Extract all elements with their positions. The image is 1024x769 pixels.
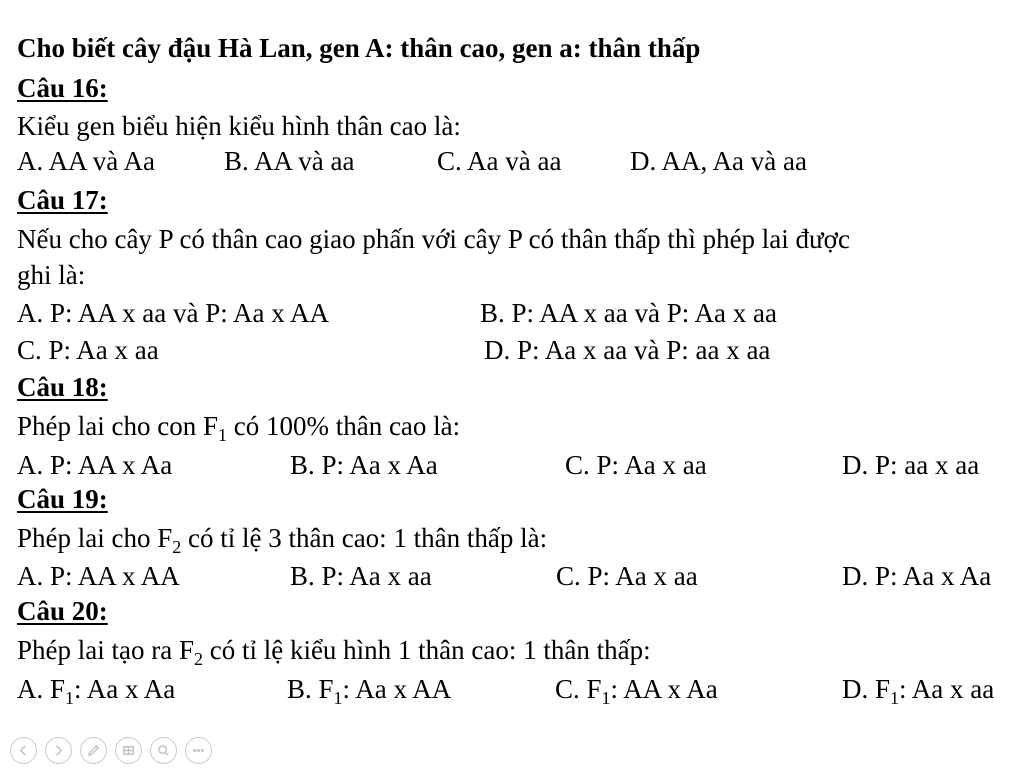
q17-option-a: A. P: AA x aa và P: Aa x AA <box>17 298 330 328</box>
question-17-text-line2: ghi là: <box>17 260 86 290</box>
q16-option-d: D. AA, Aa và aa <box>630 146 807 176</box>
slideshow-nav-bar <box>10 733 212 767</box>
question-20-label: Câu 20: <box>17 596 108 626</box>
question-16-label: Câu 16: <box>17 73 108 103</box>
q16-option-a: A. AA và Aa <box>17 146 155 176</box>
slides-icon[interactable] <box>115 737 142 764</box>
q18-option-d: D. P: aa x aa <box>842 450 980 480</box>
q19-option-b: B. P: Aa x aa <box>290 561 432 591</box>
pen-icon[interactable] <box>80 737 107 764</box>
q20-option-b: B. $F_1$: Aa x AA <box>287 674 452 708</box>
question-19-label: Câu 19: <box>17 484 108 514</box>
q20-option-d: D. $F_1$: Aa x aa <box>842 674 995 708</box>
q16-option-c: C. Aa và aa <box>437 146 562 176</box>
q17-option-c: C. P: Aa x aa <box>17 335 159 365</box>
question-20-text: Phép lai tạo ra $F_2$ có tỉ lệ kiểu hình 1 thân cao: 1 thân thấp: <box>17 635 651 669</box>
q18-option-b: B. P: Aa x Aa <box>290 450 438 480</box>
q19-option-a: A. P: AA x AA <box>17 561 180 591</box>
more-icon[interactable] <box>185 737 212 764</box>
question-19-text: Phép lai cho $F_2$ có tỉ lệ 3 thân cao: 1 thân thấp là: <box>17 523 548 557</box>
q18-option-a: A. P: AA x Aa <box>17 450 173 480</box>
q18-option-c: C. P: Aa x aa <box>565 450 707 480</box>
question-17-label: Câu 17: <box>17 185 108 215</box>
question-17-text-line1: Nếu cho cây P có thân cao giao phấn với cây P có thân thấp thì phép lai được <box>17 224 850 254</box>
q20-option-c: C. $F_1$: AA x Aa <box>555 674 718 708</box>
question-18-text: Phép lai cho con $F_1$ có 100% thân cao là: <box>17 411 461 445</box>
question-16-text: Kiểu gen biểu hiện kiểu hình thân cao là: <box>17 111 461 141</box>
next-icon[interactable] <box>45 737 72 764</box>
q17-option-b: B. P: AA x aa và P: Aa x aa <box>480 298 777 328</box>
page-title: Cho biết cây đậu Hà Lan, gen A: thân cao, gen a: thân thấp <box>17 33 701 63</box>
q16-option-b: B. AA và aa <box>224 146 355 176</box>
q17-option-d: D. P: Aa x aa và P: aa x aa <box>484 335 771 365</box>
question-18-label: Câu 18: <box>17 372 108 402</box>
q19-option-d: D. P: Aa x Aa <box>842 561 992 591</box>
zoom-icon[interactable] <box>150 737 177 764</box>
q19-option-c: C. P: Aa x aa <box>556 561 698 591</box>
q20-option-a: A. $F_1$: Aa x Aa <box>17 674 176 708</box>
prev-icon[interactable] <box>10 737 37 764</box>
